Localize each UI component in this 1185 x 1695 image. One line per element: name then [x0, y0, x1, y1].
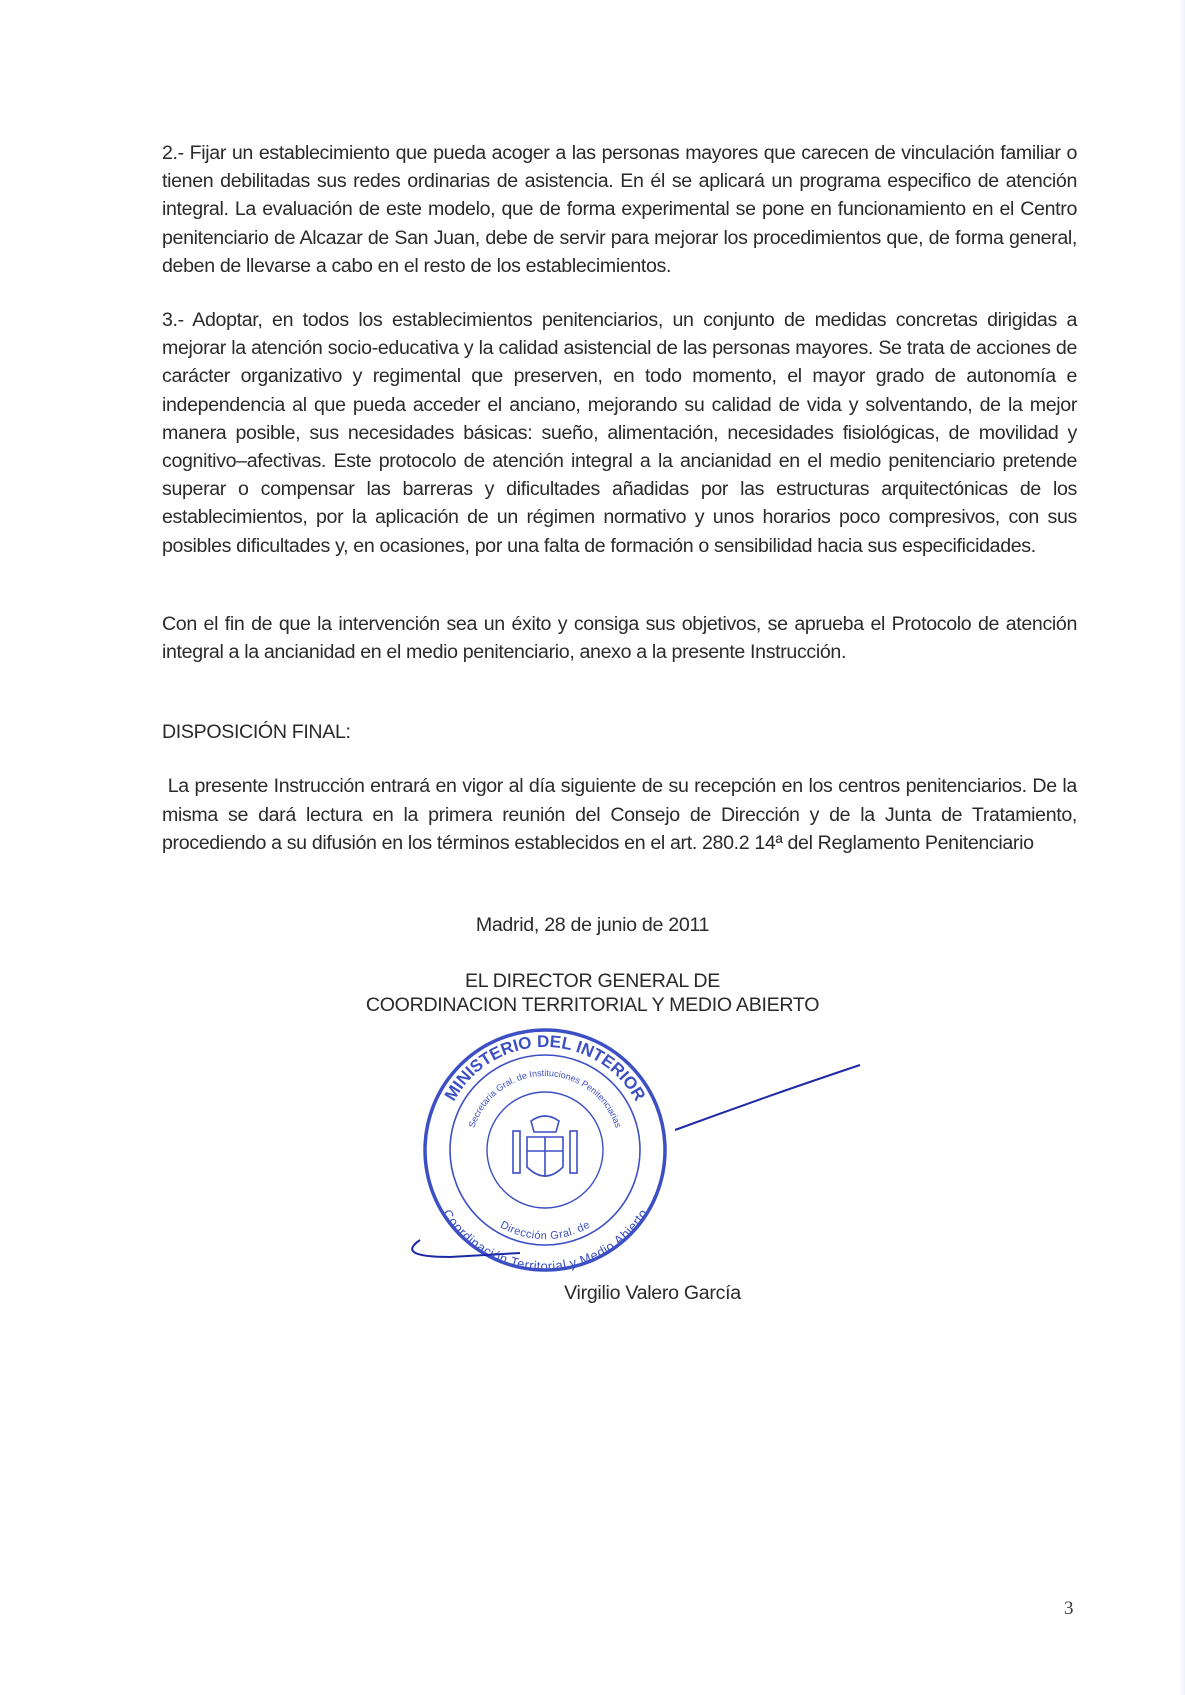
- final-provision-paragraph: La presente Instrucción entrará en vigor al día siguiente de su recepción en los centros penitenciarios. De la misma se dará lectura en la primera reunión del Consejo de Dirección y de la Junta de Tratamiento, procediendo a su difusión en los términos establecidos en el art. 280.2 14ª del Reglamento Penitenciario: [162, 775, 1083, 854]
- paragraph-3-number: 3.-: [162, 309, 184, 332]
- stamp-outer-top-text: MINISTERIO DEL INTERIOR: [440, 1031, 650, 1105]
- stamp-seal: [425, 1030, 665, 1274]
- signature-title-line-1: EL DIRECTOR GENERAL DE: [464, 970, 721, 993]
- stamp-row: [0, 1025, 1185, 1275]
- stamp-inner-top-text: Secretaría Gral. de Instituciones Penitenciarias: [466, 1068, 624, 1129]
- coat-of-arms-icon: [513, 1116, 577, 1177]
- official-stamp-and-signature: [390, 1025, 870, 1275]
- scan-edge: [1179, 0, 1185, 1695]
- final-provision-heading: DISPOSICIÓN FINAL:: [162, 721, 351, 744]
- paragraph-2: [162, 139, 1077, 280]
- approval-paragraph: Con el fin de que la intervención sea un éxito y consiga sus objetivos, se aprueba el Protocolo de atención integral a la ancianidad en el medio penitenciario, anexo a la presente Instrucción.: [162, 612, 1077, 664]
- page-number: 3: [1064, 1598, 1074, 1619]
- signature-title-line-2: COORDINACION TERRITORIAL Y MEDIO ABIERTO: [365, 994, 820, 1017]
- signature-block: [0, 913, 1185, 1305]
- paragraph-3-text: Adoptar, en todos los establecimientos penitenciarios, un conjunto de medidas concretas dirigidas a mejorar la atención socio-educativa y la calidad asistencial de las personas mayores. Se trata de acciones de carácter organizativo y regimental que preserven, en todo momento, el mayor grado de autonomía e independencia al que pueda acceder el anciano, mejorando su calidad de vida y solventando, de la mejor manera posible, sus necesidades básicas: sueño, alimentación, necesidades fisiológicas, de movilidad y cognitivo–afectivas. Este protocolo de atención integral a la ancianidad en el medio penitenciario pretende superar o compensar las barreras y dificultades añadidas por las estructuras arquitectónicas de los establecimientos, por la aplicación de un régimen normativo y unos horarios poco compresivos, con sus posibles dificultades y, en ocasiones, por una falta de formación o sensibilidad hacia sus especificidades.: [162, 309, 1077, 557]
- paragraph-2-text: Fijar un establecimiento que pueda acoger a las personas mayores que carecen de vinculación familiar o tienen debilitadas sus redes ordinarias de asistencia. En él se aplicará un programa especifico de atención integral. La evaluación de este modelo, que de forma experimental se pone en funcionamiento en el Centro penitenciario de Alcazar de San Juan, debe de servir para mejorar los procedimientos que, de forma general, deben de llevarse a cabo en el resto de los establecimientos.: [162, 142, 1077, 277]
- paragraph-2-number: 2.-: [162, 142, 184, 164]
- stamp-inner-bottom-text: Dirección Gral. de: [498, 1218, 592, 1243]
- signatory-name: Virgilio Valero García: [564, 1282, 741, 1305]
- paragraph-3: [162, 306, 1077, 560]
- stamp-outer-bottom-text: Coordinación Territorial y Medio Abierto: [439, 1206, 651, 1274]
- signature-place-date: Madrid, 28 de junio de 2011: [475, 914, 710, 937]
